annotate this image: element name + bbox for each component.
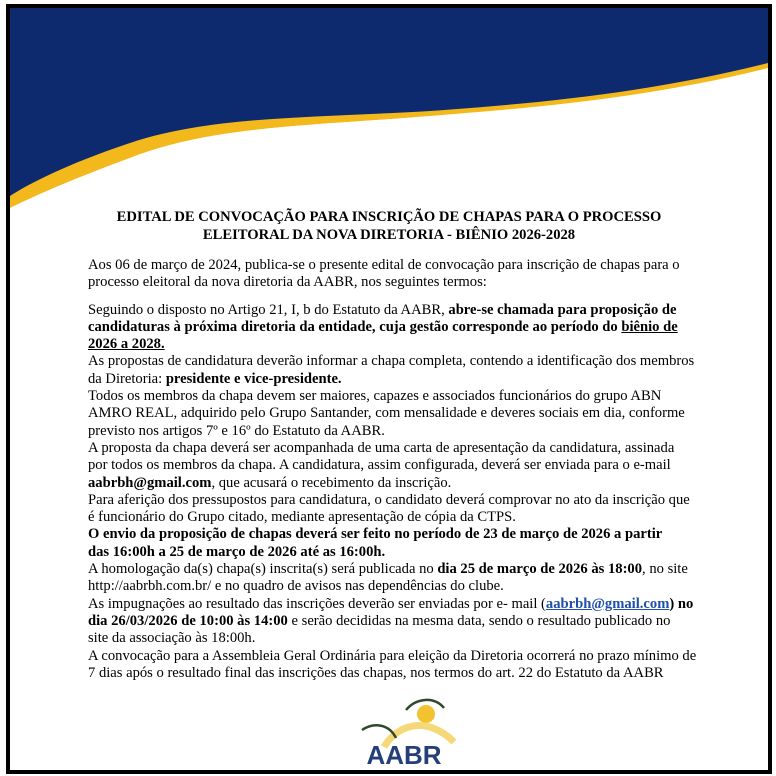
text-segment: AMRO REAL, adquirido pelo Grupo Santander, com mensalidade e deveres sociais em dia, conforme <box>88 405 685 422</box>
text-segment: , no site <box>642 561 688 578</box>
bold-text: biênio de <box>621 318 678 335</box>
text-line <box>88 526 768 543</box>
text-segment: da Diretoria: <box>88 370 166 387</box>
text-segment: A homologação da(s) chapa(s) inscrita(s) será publicada no <box>88 561 438 578</box>
text-line <box>88 596 768 613</box>
text-segment: A convocação para a Assembleia Geral Ordinária para eleição da Diretoria ocorrerá no prazo mínimo de <box>88 647 697 664</box>
text-segment: 7 dias após o resultado final das inscrições das chapas, nos termos do art. 22 do Estatuto da AABR <box>88 664 664 681</box>
text-line <box>88 388 768 405</box>
text-line <box>88 475 768 492</box>
text-line <box>88 440 768 457</box>
bold-text: presidente e vice-presidente. <box>165 370 342 387</box>
text-segment: Seguindo o disposto no Artigo 21, I, b do Estatuto da AABR, <box>88 301 449 318</box>
text-line <box>88 509 768 526</box>
text-segment: site da associação às 18:00h. <box>88 630 256 647</box>
text-line <box>88 423 768 440</box>
text-line <box>88 302 768 319</box>
text-line <box>88 371 768 388</box>
bold-text: O envio da proposição de chapas deverá ser feito no período de 23 de março de 2026 a partir <box>88 526 663 543</box>
paragraph-gap <box>88 292 768 302</box>
notice-frame <box>6 4 772 774</box>
text-segment: A proposta da chapa deverá ser acompanhada de uma carta de apresentação da candidatura, assinada <box>88 439 675 456</box>
text-segment: processo eleitoral da nova diretoria da AABR, nos seguintes termos: <box>88 274 487 291</box>
text-line <box>88 274 768 291</box>
text-line <box>88 353 768 370</box>
text-line <box>88 319 768 336</box>
svg-text:AABR: AABR <box>366 740 442 770</box>
text-line <box>88 665 768 682</box>
bold-text: ) no <box>669 595 694 612</box>
text-line <box>88 561 768 578</box>
bold-text: das 16:00h a 25 de março de 2026 até as 16:00h. <box>88 543 386 560</box>
text-line <box>88 544 768 561</box>
text-line <box>88 630 768 647</box>
bold-text: aabrbh@gmail.com <box>88 474 212 491</box>
text-line <box>88 457 768 474</box>
text-segment: por todos os membros da chapa. A candidatura, assim configurada, deverá ser enviada para o e-mail <box>88 457 671 474</box>
text-segment: As impugnações ao resultado das inscrições deverão ser enviadas por e- mail ( <box>88 595 546 612</box>
bold-text: dia 26/03/2026 de 10:00 às 14:00 <box>88 612 288 629</box>
title-line-1: EDITAL DE CONVOCAÇÃO PARA INSCRIÇÃO DE CHAPAS PARA O PROCESSO <box>116 209 662 225</box>
text-line <box>88 613 768 630</box>
text-line <box>88 648 768 665</box>
text-segment: e serão decididas na mesma data, sendo o resultado publicado no <box>287 612 671 629</box>
text-line <box>88 336 768 353</box>
text-segment: As propostas de candidatura deverão informar a chapa completa, contendo a identificação dos membros <box>88 353 695 370</box>
notice-body <box>88 257 768 682</box>
text-segment: é funcionário do Grupo citado, mediante apresentação de cópia da CTPS. <box>88 509 516 526</box>
text-line <box>88 405 768 422</box>
text-segment: Aos 06 de março de 2024, publica-se o presente edital de convocação para inscrição de chapas para o <box>88 257 680 273</box>
text-segment: , que acusará o recebimento da inscrição. <box>211 474 452 491</box>
text-segment: http://aabrbh.com.br/ e no quadro de avisos nas dependências do clube. <box>88 578 504 595</box>
text-line <box>88 257 768 274</box>
text-segment: previsto nos artigos 7º e 16º do Estatuto da AABR. <box>88 422 385 439</box>
text-line <box>88 492 768 509</box>
bold-text: 2026 a 2028. <box>88 336 165 353</box>
title-line-2: ELEITORAL DA NOVA DIRETORIA - BIÊNIO 2026-2028 <box>202 227 576 243</box>
text-line <box>88 578 768 595</box>
bold-text: abre-se chamada para proposição de <box>448 301 677 318</box>
bold-text: dia 25 de março de 2026 às 18:00 <box>437 561 643 578</box>
text-segment: Todos os membros da chapa devem ser maiores, capazes e associados funcionários do grupo ABN <box>88 388 662 405</box>
text-segment: Para aferição dos pressupostos para candidatura, o candidato deverá comprovar no ato da inscrição que <box>88 491 690 508</box>
notice-title <box>10 208 768 244</box>
bold-text: candidaturas à próxima diretoria da entidade, cuja gestão corresponde ao período do <box>88 318 622 335</box>
header-wave <box>10 8 768 218</box>
aabr-logo <box>344 692 464 772</box>
email-link[interactable]: aabrbh@gmail.com <box>545 595 670 612</box>
